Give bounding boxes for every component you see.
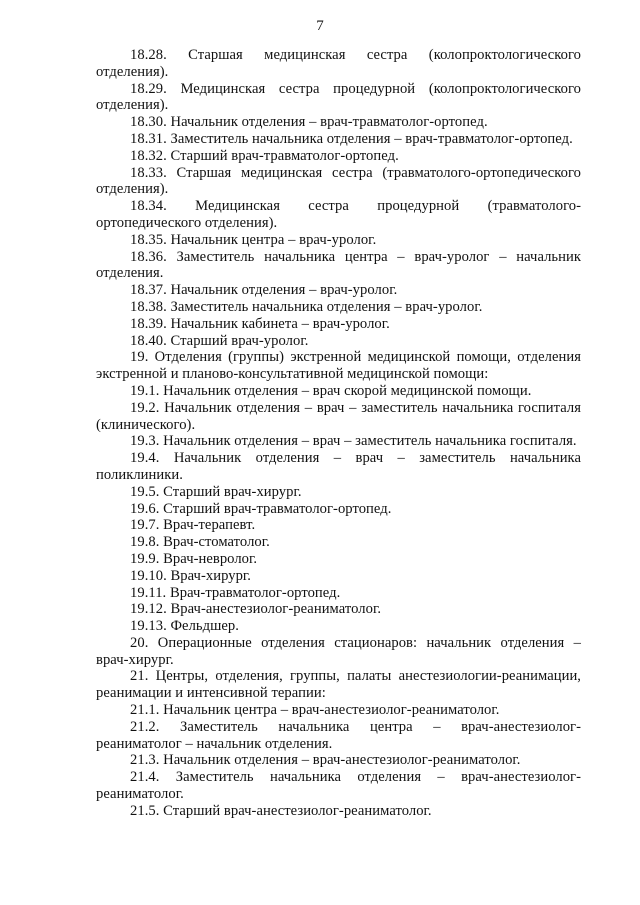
paragraph-20: 20. Операционные отделения стационаров: начальник отделения – врач-хирург.: [96, 634, 581, 668]
paragraph-19: 19. Отделения (группы) экстренной медицинской помощи, отделения экстренной и планово-консультативной медицинской помощи:: [96, 349, 581, 383]
paragraph-21: 21. Центры, отделения, группы, палаты анестезиологии-реанимации, реанимации и интенсивной терапии:: [96, 668, 581, 702]
paragraph-19-11: 19.11. Врач-травматолог-ортопед.: [130, 584, 341, 601]
paragraph-19-13: 19.13. Фельдшер.: [130, 618, 239, 635]
paragraph-18-29: 18.29. Медицинская сестра процедурной (колопроктологического отделения).: [96, 80, 581, 114]
paragraph-18-34: 18.34. Медицинская сестра процедурной (травматолого-ортопедического отделения).: [96, 198, 581, 231]
paragraph-19-9: 19.9. Врач-невролог.: [130, 550, 258, 567]
paragraph-19-8: 19.8. Врач-стоматолог.: [130, 534, 270, 551]
paragraph-18-40: 18.40. Старший врач-уролог.: [130, 332, 309, 349]
paragraph-18-30: 18.30. Начальник отделения – врач-травматолог-ортопед.: [130, 114, 488, 131]
paragraph-18-32: 18.32. Старший врач-травматолог-ортопед.: [130, 147, 399, 164]
paragraph-19-3: 19.3. Начальник отделения – врач – заместитель начальника госпиталя.: [130, 433, 577, 450]
paragraph-21-5: 21.5. Старший врач-анестезиолог-реаниматолог.: [130, 802, 432, 819]
paragraph-21-3: 21.3. Начальник отделения – врач-анестезиолог-реаниматолог.: [130, 752, 521, 769]
paragraph-18-28: 18.28. Старшая медицинская сестра (колопроктологического отделения).: [96, 47, 581, 80]
page-number: 7: [316, 18, 324, 34]
document-body: [96, 47, 581, 820]
paragraph-18-31: 18.31. Заместитель начальника отделения – врач-травматолог-ортопед.: [130, 130, 573, 147]
paragraph-19-2: 19.2. Начальник отделения – врач – заместитель начальника госпиталя (клинического).: [96, 399, 581, 433]
paragraph-19-1: 19.1. Начальник отделения – врач скорой медицинской помощи.: [130, 382, 532, 399]
paragraph-19-7: 19.7. Врач-терапевт.: [130, 517, 256, 534]
paragraph-18-39: 18.39. Начальник кабинета – врач-уролог.: [130, 315, 390, 332]
paragraph-21-1: 21.1. Начальник центра – врач-анестезиолог-реаниматолог.: [130, 702, 500, 719]
paragraph-18-35: 18.35. Начальник центра – врач-уролог.: [130, 231, 377, 248]
paragraph-18-37: 18.37. Начальник отделения – врач-уролог.: [130, 282, 398, 299]
paragraph-18-36: 18.36. Заместитель начальника центра – врач-уролог – начальник отделения.: [96, 248, 581, 282]
paragraph-19-4: 19.4. Начальник отделения – врач – заместитель начальника поликлиники.: [96, 450, 581, 483]
paragraph-21-4: 21.4. Заместитель начальника отделения – врач-анестезиолог-реаниматолог.: [96, 769, 581, 803]
paragraph-19-6: 19.6. Старший врач-травматолог-ортопед.: [130, 500, 392, 517]
paragraph-19-12: 19.12. Врач-анестезиолог-реаниматолог.: [130, 601, 382, 618]
paragraph-18-33: 18.33. Старшая медицинская сестра (травматолого-ортопедического отделения).: [96, 164, 581, 198]
paragraph-21-2: 21.2. Заместитель начальника центра – врач-анестезиолог-реаниматолог – начальник отделения.: [96, 718, 581, 752]
paragraph-18-38: 18.38. Заместитель начальника отделения – врач-уролог.: [130, 298, 483, 315]
paragraph-19-5: 19.5. Старший врач-хирург.: [130, 483, 302, 500]
paragraph-19-10: 19.10. Врач-хирург.: [130, 567, 251, 584]
